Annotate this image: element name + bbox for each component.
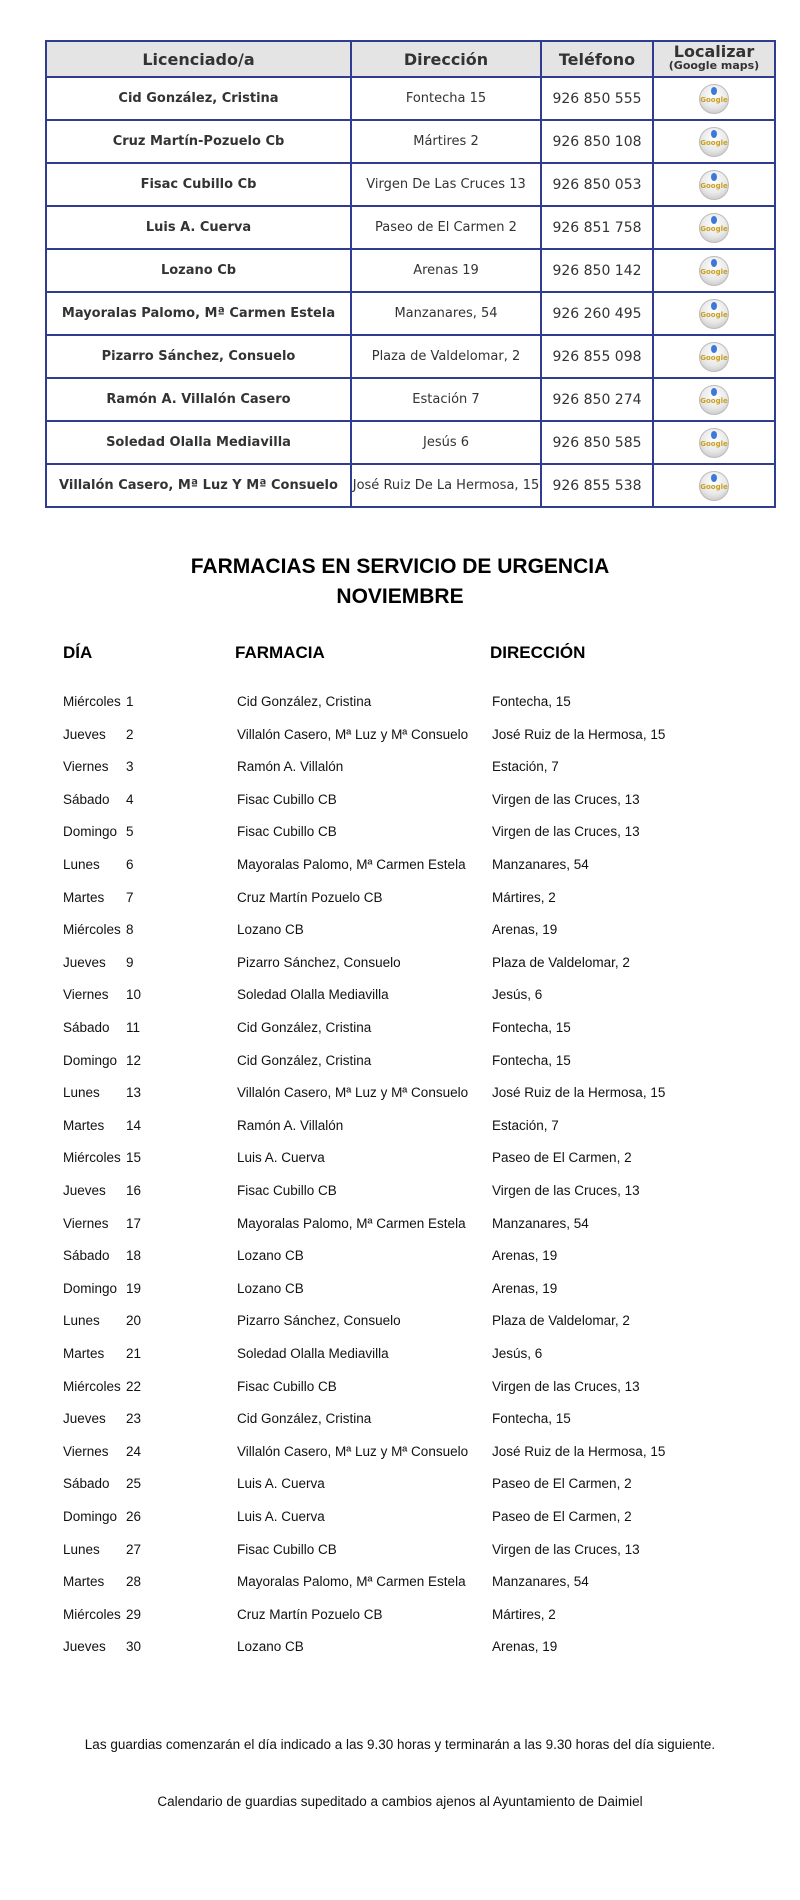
pharmacy-address: Plaza de Valdelomar, 2: [351, 335, 541, 378]
pharmacy-phone: 926 850 585: [541, 421, 653, 464]
pharmacy-address: Mártires 2: [351, 120, 541, 163]
schedule-date: 5: [126, 824, 134, 840]
schedule-address: José Ruiz de la Hermosa, 15: [492, 1443, 666, 1459]
schedule-date: 25: [126, 1476, 142, 1492]
schedule-day: Viernes: [63, 1215, 109, 1231]
locate-cell: [653, 77, 775, 120]
schedule-day: Lunes: [63, 857, 100, 872]
schedule-row: [0, 1085, 800, 1105]
schedule-row: [0, 694, 800, 714]
pharmacy-name: Soledad Olalla Mediavilla: [46, 421, 351, 464]
pharmacy-table: [45, 40, 776, 508]
schedule-pharmacy: Soledad Olalla Mediavilla: [237, 1346, 389, 1361]
pharmacy-phone: 926 850 108: [541, 120, 653, 163]
locate-cell: [653, 464, 775, 507]
schedule-date: 8: [126, 922, 134, 938]
google-maps-icon[interactable]: [699, 428, 729, 458]
schedule-address: Paseo de El Carmen, 2: [492, 1150, 632, 1166]
google-maps-icon[interactable]: [699, 342, 729, 372]
table-row: [46, 77, 775, 120]
schedule-row: [0, 1542, 800, 1562]
page-title: FARMACIAS EN SERVICIO DE URGENCIA: [190, 555, 610, 578]
schedule-date: 28: [126, 1574, 142, 1590]
map-pin-icon: [711, 431, 717, 439]
map-pin-icon: [711, 259, 717, 267]
schedule-date: 27: [126, 1541, 142, 1557]
schedule-day: Jueves: [63, 1411, 106, 1427]
table-row: [46, 378, 775, 421]
schedule-address: Paseo de El Carmen, 2: [492, 1476, 632, 1492]
schedule-day: Miércoles: [63, 922, 121, 938]
schedule-address: Estación, 7: [492, 759, 559, 775]
schedule-address: Paseo de El Carmen, 2: [492, 1509, 632, 1524]
schedule-pharmacy: Lozano CB: [237, 1639, 304, 1655]
schedule-pharmacy: Cid González, Cristina: [237, 1411, 372, 1427]
schedule-row: [0, 759, 800, 779]
schedule-pharmacy: Villalón Casero, Mª Luz y Mª Consuelo: [237, 726, 469, 742]
schedule-row: [0, 1248, 800, 1268]
schedule-day: Martes: [63, 889, 105, 905]
schedule-address: Plaza de Valdelomar, 2: [492, 954, 630, 970]
schedule-address: Fontecha, 15: [492, 1020, 571, 1035]
pharmacy-name: Lozano Cb: [46, 249, 351, 292]
google-maps-icon[interactable]: [699, 84, 729, 114]
schedule-date: 14: [126, 1117, 142, 1133]
schedule-pharmacy: Fisac Cubillo CB: [237, 1183, 337, 1198]
schedule-day: Jueves: [63, 1639, 106, 1655]
schedule-row: [0, 987, 800, 1007]
google-maps-icon[interactable]: [699, 299, 729, 329]
header-locate-label: Localizar: [673, 42, 755, 61]
map-pin-icon: [711, 130, 717, 138]
table-row: [46, 421, 775, 464]
locate-cell: [653, 206, 775, 249]
schedule-pharmacy: Fisac Cubillo CB: [237, 1541, 337, 1557]
pharmacy-address: Fontecha 15: [351, 77, 541, 120]
map-pin-icon: [711, 302, 717, 310]
locate-cell: [653, 378, 775, 421]
locate-cell: [653, 421, 775, 464]
schedule-address: Manzanares, 54: [492, 1215, 589, 1231]
locate-cell: [653, 335, 775, 378]
schedule-address: Virgen de las Cruces, 13: [492, 1541, 640, 1557]
google-icon-text: Google: [700, 224, 728, 233]
schedule-row: [0, 1379, 800, 1399]
footer-note-hours: Las guardias comenzarán el día indicado a las 9.30 horas y terminarán a las 9.30 horas del día siguiente.: [84, 1737, 716, 1752]
schedule-row: [0, 922, 800, 942]
schedule-date: 3: [126, 759, 134, 775]
header-phone: Teléfono: [541, 41, 653, 77]
schedule-day: Martes: [63, 1117, 105, 1133]
schedule-row: [0, 1476, 800, 1496]
google-icon-text: Google: [700, 396, 728, 405]
table-row: [46, 335, 775, 378]
schedule-date: 23: [126, 1411, 142, 1427]
schedule-header-address: DIRECCIÓN: [490, 643, 586, 662]
schedule-date: 7: [126, 889, 134, 905]
schedule-address: José Ruiz de la Hermosa, 15: [492, 1085, 666, 1101]
map-pin-icon: [711, 216, 717, 224]
google-maps-icon[interactable]: [699, 385, 729, 415]
locate-cell: [653, 292, 775, 335]
schedule-day: Jueves: [63, 1183, 106, 1198]
google-maps-icon[interactable]: [699, 256, 729, 286]
schedule-row: [0, 1607, 800, 1627]
table-row: [46, 249, 775, 292]
google-maps-icon[interactable]: [699, 127, 729, 157]
header-locate: [653, 41, 775, 77]
schedule-row: [0, 792, 800, 812]
schedule-pharmacy: Cid González, Cristina: [237, 1020, 372, 1035]
map-pin-icon: [711, 173, 717, 181]
schedule-address: Fontecha, 15: [492, 1052, 571, 1068]
map-pin-icon: [711, 474, 717, 482]
schedule-day: Domingo: [63, 1052, 118, 1068]
schedule-day: Sábado: [63, 1248, 110, 1264]
schedule-date: 22: [126, 1378, 142, 1394]
schedule-pharmacy: Lozano CB: [237, 1248, 304, 1264]
pharmacy-name: Cruz Martín-Pozuelo Cb: [46, 120, 351, 163]
schedule-date: 4: [126, 791, 134, 807]
schedule-day: Domingo: [63, 1509, 118, 1524]
schedule-pharmacy: Lozano CB: [237, 922, 304, 938]
schedule-address: Virgen de las Cruces, 13: [492, 1183, 640, 1198]
google-icon-text: Google: [700, 482, 728, 491]
google-icon-text: Google: [700, 267, 728, 276]
schedule-date: 26: [126, 1509, 142, 1524]
schedule-row: [0, 1574, 800, 1594]
pharmacy-address: José Ruiz De La Hermosa, 15: [351, 464, 541, 507]
schedule-pharmacy: Villalón Casero, Mª Luz y Mª Consuelo: [237, 1443, 469, 1459]
schedule-row: [0, 1053, 800, 1073]
schedule-day: Viernes: [63, 987, 109, 1003]
pharmacy-phone: 926 850 274: [541, 378, 653, 421]
google-maps-icon[interactable]: [699, 471, 729, 501]
pharmacy-phone: 926 850 555: [541, 77, 653, 120]
pharmacy-phone: 926 855 538: [541, 464, 653, 507]
pharmacy-address: Estación 7: [351, 378, 541, 421]
schedule-date: 30: [126, 1639, 142, 1655]
schedule-address: Virgen de las Cruces, 13: [492, 791, 640, 807]
schedule-pharmacy: Luis A. Cuerva: [237, 1509, 325, 1524]
schedule-row: [0, 1411, 800, 1431]
page-subtitle-month: NOVIEMBRE: [336, 585, 464, 608]
schedule-row: [0, 1313, 800, 1333]
schedule-day: Jueves: [63, 726, 106, 742]
schedule-address: Arenas, 19: [492, 1639, 558, 1655]
google-icon-text: Google: [700, 138, 728, 147]
schedule-row: [0, 1020, 800, 1040]
schedule-day: Martes: [63, 1346, 105, 1361]
schedule-date: 9: [126, 954, 134, 970]
schedule-address: Jesús, 6: [492, 987, 543, 1003]
pharmacy-address: Manzanares, 54: [351, 292, 541, 335]
schedule-address: Fontecha, 15: [492, 694, 571, 709]
schedule-pharmacy: Cruz Martín Pozuelo CB: [237, 889, 383, 905]
schedule-pharmacy: Mayoralas Palomo, Mª Carmen Estela: [237, 1574, 466, 1590]
schedule-date: 15: [126, 1150, 142, 1166]
schedule-pharmacy: Mayoralas Palomo, Mª Carmen Estela: [237, 857, 466, 872]
pharmacy-name: Pizarro Sánchez, Consuelo: [46, 335, 351, 378]
schedule-address: Manzanares, 54: [492, 857, 589, 872]
header-locate-sub: (Google maps): [668, 59, 760, 72]
google-icon-text: Google: [700, 439, 728, 448]
schedule-day: Sábado: [63, 791, 110, 807]
table-row: [46, 120, 775, 163]
schedule-date: 16: [126, 1183, 142, 1198]
pharmacy-name: Luis A. Cuerva: [46, 206, 351, 249]
schedule-row: [0, 890, 800, 910]
schedule-pharmacy: Luis A. Cuerva: [237, 1476, 325, 1492]
schedule-date: 2: [126, 726, 134, 742]
schedule-date: 1: [126, 694, 134, 709]
pharmacy-name: Mayoralas Palomo, Mª Carmen Estela: [46, 292, 351, 335]
schedule-pharmacy: Soledad Olalla Mediavilla: [237, 987, 389, 1003]
schedule-day: Lunes: [63, 1541, 100, 1557]
schedule-pharmacy: Ramón A. Villalón: [237, 1117, 344, 1133]
schedule-pharmacy: Lozano CB: [237, 1280, 304, 1296]
pharmacy-phone: 926 850 053: [541, 163, 653, 206]
schedule-address: Arenas, 19: [492, 1280, 558, 1296]
schedule-row: [0, 1639, 800, 1659]
schedule-day: Viernes: [63, 759, 109, 775]
schedule-day: Martes: [63, 1574, 105, 1590]
pharmacy-phone: 926 855 098: [541, 335, 653, 378]
footer-note-disclaimer: Calendario de guardias supeditado a cambios ajenos al Ayuntamiento de Daimiel: [157, 1794, 643, 1809]
schedule-row: [0, 857, 800, 877]
schedule-row: [0, 1346, 800, 1366]
header-licensee: Licenciado/a: [46, 41, 351, 77]
schedule-day: Miércoles: [63, 1606, 121, 1622]
schedule-address: Arenas, 19: [492, 922, 558, 938]
table-row: [46, 206, 775, 249]
locate-cell: [653, 120, 775, 163]
schedule-pharmacy: Mayoralas Palomo, Mª Carmen Estela: [237, 1215, 466, 1231]
locate-cell: [653, 163, 775, 206]
schedule-pharmacy: Fisac Cubillo CB: [237, 1378, 337, 1394]
pharmacy-phone: 926 260 495: [541, 292, 653, 335]
schedule-date: 19: [126, 1280, 142, 1296]
google-maps-icon[interactable]: [699, 213, 729, 243]
schedule-address: Virgen de las Cruces, 13: [492, 824, 640, 840]
schedule-pharmacy: Cruz Martín Pozuelo CB: [237, 1606, 383, 1622]
schedule-date: 18: [126, 1248, 142, 1264]
schedule-pharmacy: Villalón Casero, Mª Luz y Mª Consuelo: [237, 1085, 469, 1101]
map-pin-icon: [711, 345, 717, 353]
schedule-address: Estación, 7: [492, 1117, 559, 1133]
schedule-date: 17: [126, 1215, 142, 1231]
table-header-row: [46, 41, 775, 77]
pharmacy-name: Cid González, Cristina: [46, 77, 351, 120]
schedule-row: [0, 955, 800, 975]
pharmacy-address: Arenas 19: [351, 249, 541, 292]
schedule-date: 12: [126, 1052, 142, 1068]
schedule-day: Domingo: [63, 824, 118, 840]
schedule-day: Miércoles: [63, 1378, 121, 1394]
schedule-row: [0, 1216, 800, 1236]
schedule-pharmacy: Pizarro Sánchez, Consuelo: [237, 1313, 401, 1329]
schedule-pharmacy: Ramón A. Villalón: [237, 759, 344, 775]
schedule-date: 13: [126, 1085, 142, 1101]
schedule-pharmacy: Cid González, Cristina: [237, 694, 372, 709]
schedule-header-day: DÍA: [63, 643, 93, 662]
map-pin-icon: [711, 388, 717, 396]
schedule-row: [0, 1183, 800, 1203]
schedule-date: 11: [126, 1020, 141, 1035]
schedule-day: Viernes: [63, 1443, 109, 1459]
pharmacy-address: Jesús 6: [351, 421, 541, 464]
pharmacy-phone: 926 851 758: [541, 206, 653, 249]
pharmacy-name: Villalón Casero, Mª Luz Y Mª Consuelo: [46, 464, 351, 507]
schedule-pharmacy: Luis A. Cuerva: [237, 1150, 325, 1166]
schedule-header-pharmacy: FARMACIA: [235, 643, 325, 662]
schedule-address: Virgen de las Cruces, 13: [492, 1378, 640, 1394]
schedule-date: 21: [126, 1346, 142, 1361]
schedule-row: [0, 1150, 800, 1170]
schedule-address: Fontecha, 15: [492, 1411, 571, 1427]
schedule-row: [0, 727, 800, 747]
pharmacy-address: Virgen De Las Cruces 13: [351, 163, 541, 206]
pharmacy-name: Ramón A. Villalón Casero: [46, 378, 351, 421]
table-row: [46, 292, 775, 335]
schedule-day: Sábado: [63, 1020, 110, 1035]
schedule-row: [0, 1118, 800, 1138]
schedule-date: 29: [126, 1606, 142, 1622]
schedule-day: Sábado: [63, 1476, 110, 1492]
schedule-day: Miércoles: [63, 694, 121, 709]
schedule-day: Domingo: [63, 1280, 118, 1296]
schedule-row: [0, 824, 800, 844]
google-maps-icon[interactable]: [699, 170, 729, 200]
google-icon-text: Google: [700, 353, 728, 362]
schedule-date: 6: [126, 857, 134, 872]
schedule-date: 10: [126, 987, 142, 1003]
header-address: Dirección: [351, 41, 541, 77]
schedule-pharmacy: Pizarro Sánchez, Consuelo: [237, 954, 401, 970]
map-pin-icon: [711, 87, 717, 95]
schedule-day: Jueves: [63, 954, 106, 970]
schedule-address: Mártires, 2: [492, 1606, 556, 1622]
schedule-address: Arenas, 19: [492, 1248, 558, 1264]
schedule-day: Lunes: [63, 1313, 100, 1329]
google-icon-text: Google: [700, 181, 728, 190]
schedule-date: 20: [126, 1313, 142, 1329]
schedule-day: Lunes: [63, 1085, 100, 1101]
google-icon-text: Google: [700, 310, 728, 319]
schedule-pharmacy: Fisac Cubillo CB: [237, 824, 337, 840]
schedule-pharmacy: Cid González, Cristina: [237, 1052, 372, 1068]
schedule-address: Plaza de Valdelomar, 2: [492, 1313, 630, 1329]
schedule-date: 24: [126, 1443, 142, 1459]
pharmacy-address: Paseo de El Carmen 2: [351, 206, 541, 249]
schedule-address: Mártires, 2: [492, 889, 556, 905]
schedule-pharmacy: Fisac Cubillo CB: [237, 791, 337, 807]
schedule-row: [0, 1444, 800, 1464]
schedule-address: Jesús, 6: [492, 1346, 543, 1361]
table-row: [46, 163, 775, 206]
schedule-row: [0, 1281, 800, 1301]
schedule-address: Manzanares, 54: [492, 1574, 589, 1590]
schedule-day: Miércoles: [63, 1150, 121, 1166]
pharmacy-name: Fisac Cubillo Cb: [46, 163, 351, 206]
pharmacy-phone: 926 850 142: [541, 249, 653, 292]
table-row: [46, 464, 775, 507]
schedule-row: [0, 1509, 800, 1529]
google-icon-text: Google: [700, 95, 728, 104]
schedule-address: José Ruiz de la Hermosa, 15: [492, 726, 666, 742]
locate-cell: [653, 249, 775, 292]
